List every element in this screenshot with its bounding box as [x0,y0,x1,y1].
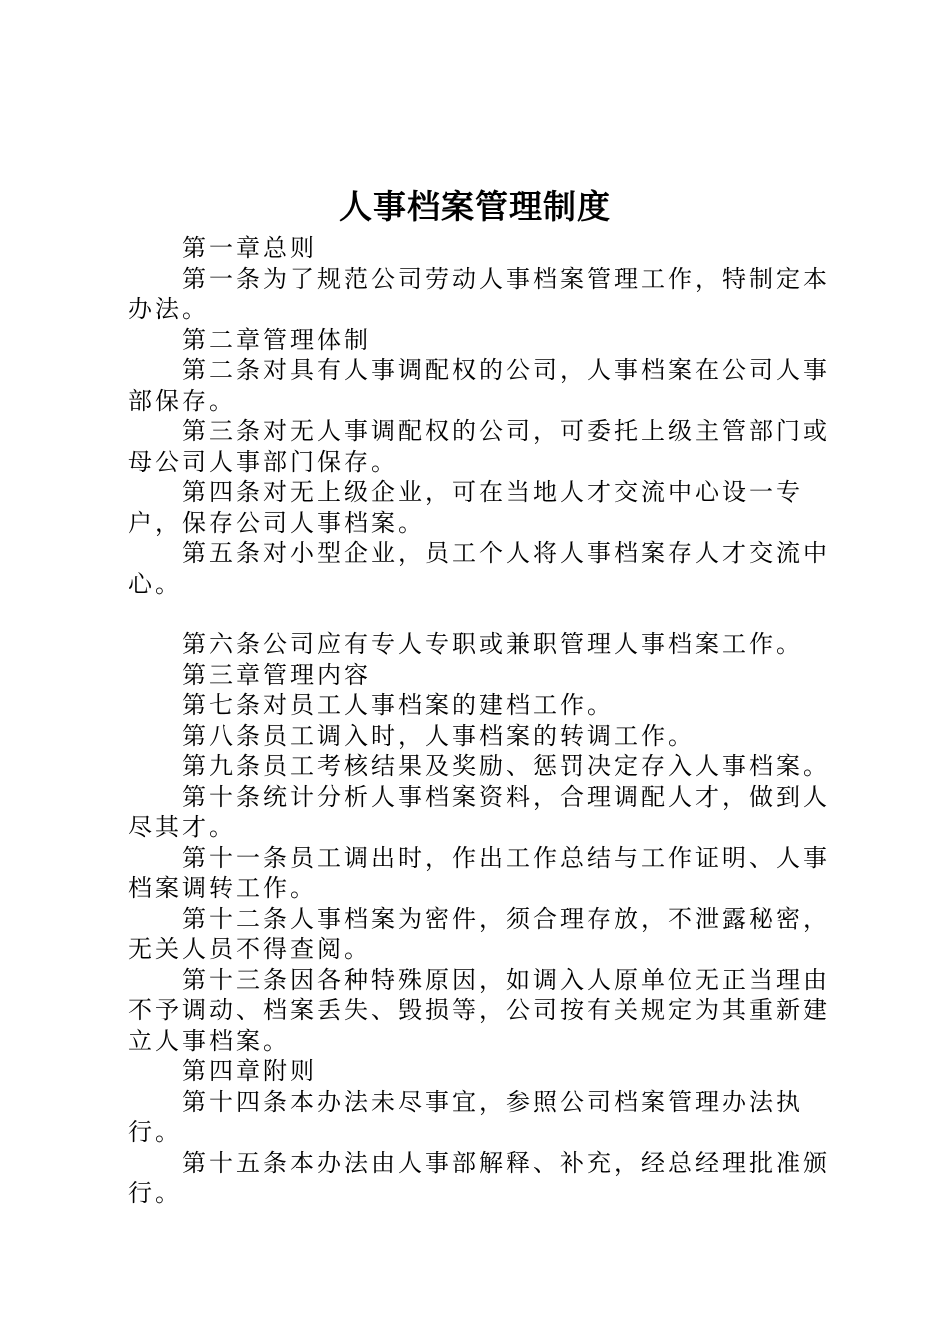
document-title: 人事档案管理制度 [339,187,611,226]
article-paragraph: 第四条对无上级企业，可在当地人才交流中心设一专户，保存公司人事档案。 [128,478,803,537]
article-paragraph: 第一条为了规范公司劳动人事档案管理工作，特制定本办法。 [128,264,830,323]
article-paragraph: 第九条员工考核结果及奖励、惩罚决定存入人事档案。 [182,752,830,780]
article-paragraph: 第八条员工调入时，人事档案的转调工作。 [182,721,695,750]
article-paragraph: 第七条对员工人事档案的建档工作。 [182,691,614,719]
article-paragraph: 第五条对小型企业，员工个人将人事档案存人才交流中心。 [128,539,830,598]
chapter-heading: 第四章附则 [182,1057,317,1085]
chapter-heading: 第一章总则 [182,234,317,262]
article-paragraph: 第十五条本办法由人事部解释、补充，经总经理批准颁行。 [128,1148,830,1207]
chapter-heading: 第二章管理体制 [182,325,371,354]
article-paragraph: 第十一条员工调出时，作出工作总结与工作证明、人事档案调转工作。 [128,843,830,902]
article-paragraph: 第二条对具有人事调配权的公司，人事档案在公司人事部保存。 [128,356,830,415]
article-paragraph: 第十三条因各种特殊原因，如调入人原单位无正当理由不予调动、档案丢失、毁损等，公司按有关规定为其重新建立人事档案。 [128,965,830,1055]
article-paragraph: 第六条公司应有专人专职或兼职管理人事档案工作。 [182,630,803,658]
article-paragraph: 第十二条人事档案为密件，须合理存放，不泄露秘密，无关人员不得查阅。 [128,904,830,963]
document-body [128,233,844,1209]
article-paragraph: 第十四条本办法未尽事宜，参照公司档案管理办法执行。 [128,1087,803,1146]
article-paragraph: 第十条统计分析人事档案资料，合理调配人才，做到人尽其才。 [128,782,830,841]
article-paragraph: 第三条对无人事调配权的公司，可委托上级主管部门或母公司人事部门保存。 [128,417,830,476]
chapter-heading: 第三章管理内容 [182,660,371,689]
